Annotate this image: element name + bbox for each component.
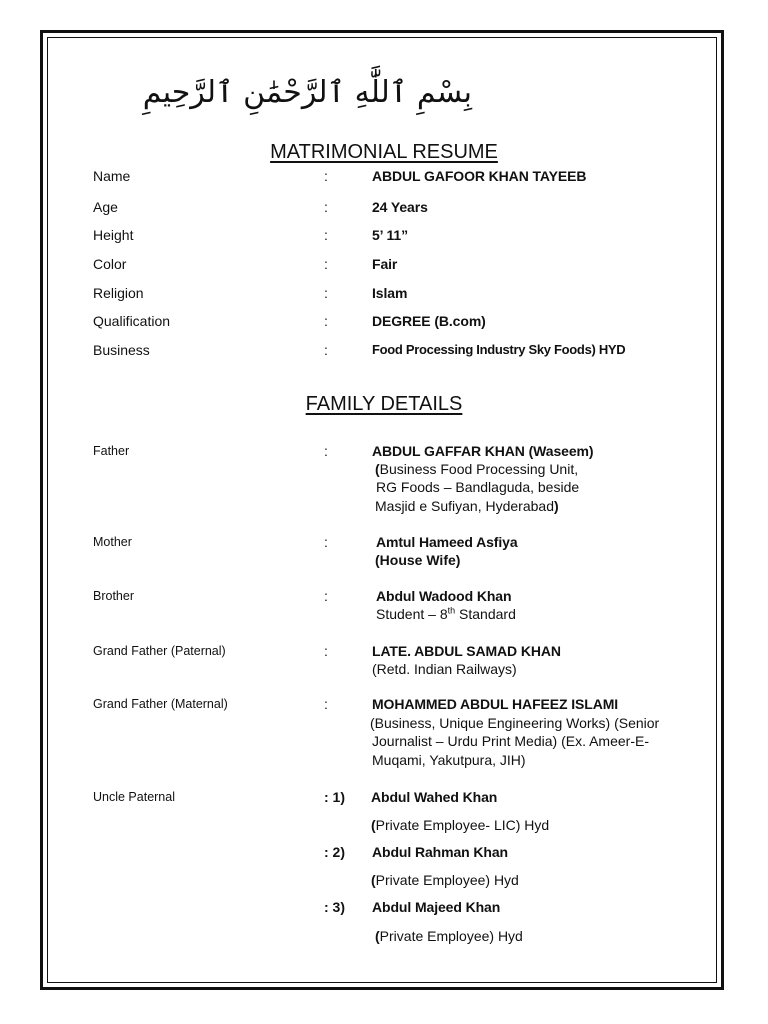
colon: : [324, 534, 328, 550]
resume-title: MATRIMONIAL RESUME [270, 141, 498, 163]
family-row-father [0, 441, 768, 461]
family-name: ABDUL GAFFAR KHAN (Waseem) [372, 443, 594, 459]
uncle-1-detail: (Private Employee- LIC) Hyd [371, 817, 550, 833]
family-label: Grand Father (Maternal) [93, 697, 228, 711]
family-row-mother [0, 532, 768, 552]
family-row-brother [0, 586, 768, 606]
uncle-number: : 3) [324, 899, 345, 915]
family-details-heading: FAMILY DETAILS [305, 393, 463, 415]
family-label: Brother [93, 589, 134, 603]
father-detail-line-3: Masjid e Sufiyan, Hyderabad) [375, 498, 559, 514]
detail-row-business [0, 340, 768, 360]
colon: : [324, 313, 328, 329]
uncle-number: : 2) [324, 844, 345, 860]
family-label: Father [93, 444, 130, 458]
family-label: Mother [93, 535, 132, 549]
detail-label: Height [93, 227, 134, 243]
grandfather-maternal-detail-line-3: Muqami, Yakutpura, JIH) [372, 752, 526, 768]
father-detail-line-2: RG Foods – Bandlaguda, beside [376, 479, 580, 495]
detail-value: DEGREE (B.com) [372, 313, 486, 329]
detail-label: Religion [93, 285, 144, 301]
family-name: Abdul Wahed Khan [371, 789, 498, 805]
colon: : [324, 227, 328, 243]
family-name: Abdul Majeed Khan [372, 899, 501, 915]
family-name: MOHAMMED ABDUL HAFEEZ ISLAMI [372, 696, 619, 712]
detail-value: Islam [372, 285, 408, 301]
bismillah-calligraphy: بِسْمِ ٱللَّٰهِ ٱلرَّحْمَٰنِ ٱلرَّحِيمِ [142, 75, 472, 110]
family-row-grandfather-maternal [0, 694, 768, 714]
detail-value: Fair [372, 256, 398, 272]
detail-row-height [0, 225, 768, 245]
detail-value: 5’ 11” [372, 227, 408, 243]
colon: : [324, 643, 328, 659]
mother-detail: (House Wife) [375, 552, 461, 568]
colon: : [324, 342, 328, 358]
detail-label: Age [93, 199, 118, 215]
detail-value: Food Processing Industry Sky Foods) HYD [372, 342, 626, 357]
grandfather-maternal-detail-line-2: Journalist – Urdu Print Media) (Ex. Ameer-E- [372, 733, 649, 749]
uncle-number: : 1) [324, 789, 345, 805]
family-name: LATE. ABDUL SAMAD KHAN [372, 643, 561, 659]
detail-row-age [0, 197, 768, 217]
colon: : [324, 588, 328, 604]
family-name: Amtul Hameed Asfiya [376, 534, 518, 550]
detail-value: ABDUL GAFOOR KHAN TAYEEB [372, 168, 587, 184]
colon: : [324, 285, 328, 301]
family-label: Uncle Paternal [93, 790, 175, 804]
detail-label: Qualification [93, 313, 171, 329]
grandfather-maternal-detail-line-1: (Business, Unique Engineering Works) (Senior [370, 715, 660, 731]
father-detail-line-1: (Business Food Processing Unit, [375, 461, 579, 477]
detail-label: Color [93, 256, 127, 272]
brother-detail: Student – 8th Standard [376, 605, 516, 622]
detail-row-religion [0, 283, 768, 303]
family-row-uncle-paternal-1 [0, 787, 768, 807]
uncle-3-detail: (Private Employee) Hyd [375, 928, 523, 944]
detail-value: 24 Years [372, 199, 428, 215]
family-name: Abdul Wadood Khan [376, 588, 512, 604]
grandfather-paternal-detail: (Retd. Indian Railways) [372, 661, 517, 677]
family-row-uncle-paternal-3 [0, 897, 768, 917]
colon: : [324, 696, 328, 712]
detail-row-color [0, 254, 768, 274]
family-row-uncle-paternal-2 [0, 842, 768, 862]
colon: : [324, 168, 328, 184]
colon: : [324, 199, 328, 215]
family-name: Abdul Rahman Khan [372, 844, 508, 860]
family-label: Grand Father (Paternal) [93, 644, 226, 658]
detail-label: Name [93, 168, 131, 184]
detail-row-qualification [0, 311, 768, 331]
colon: : [324, 443, 328, 459]
family-row-grandfather-paternal [0, 641, 768, 661]
detail-row-name [0, 166, 768, 186]
uncle-2-detail: (Private Employee) Hyd [371, 872, 519, 888]
detail-label: Business [93, 342, 150, 358]
colon: : [324, 256, 328, 272]
